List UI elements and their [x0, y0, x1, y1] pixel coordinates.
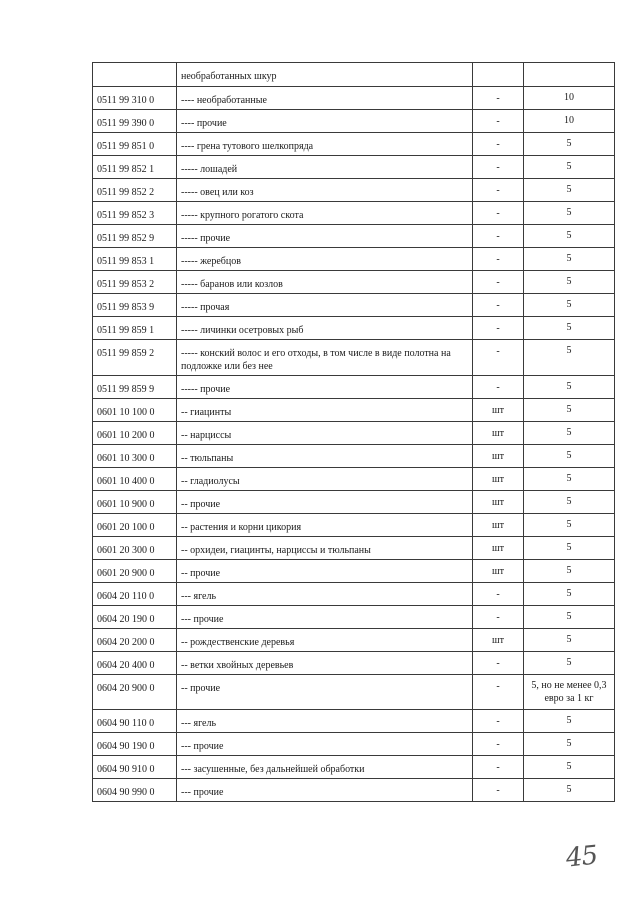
code-cell [93, 63, 177, 87]
description-cell: --- ягель [177, 583, 473, 606]
description-cell: ----- овец или коз [177, 179, 473, 202]
table-row [93, 491, 615, 514]
rate-cell: 5 [524, 399, 615, 422]
unit-cell: шт [473, 629, 524, 652]
code-cell: 0601 20 900 0 [93, 560, 177, 583]
table-row [93, 422, 615, 445]
unit-cell: - [473, 376, 524, 399]
rate-cell: 5 [524, 629, 615, 652]
unit-cell: - [473, 110, 524, 133]
rate-cell: 5 [524, 445, 615, 468]
rate-cell: 5 [524, 710, 615, 733]
table-row [93, 63, 615, 87]
table-row [93, 468, 615, 491]
unit-cell: шт [473, 560, 524, 583]
unit-cell: - [473, 87, 524, 110]
description-cell: -- гладиолусы [177, 468, 473, 491]
code-cell: 0604 20 900 0 [93, 675, 177, 710]
code-cell: 0604 90 990 0 [93, 779, 177, 802]
code-cell: 0511 99 852 9 [93, 225, 177, 248]
handwritten-page-number: 45 [564, 840, 599, 874]
rate-cell: 5 [524, 340, 615, 376]
rate-cell: 5 [524, 133, 615, 156]
unit-cell: - [473, 340, 524, 376]
rate-cell: 5 [524, 376, 615, 399]
description-cell: ---- прочие [177, 110, 473, 133]
code-cell: 0511 99 390 0 [93, 110, 177, 133]
code-cell: 0511 99 859 9 [93, 376, 177, 399]
rate-cell: 5, но не менее 0,3 евро за 1 кг [524, 675, 615, 710]
unit-cell: - [473, 294, 524, 317]
table-row [93, 179, 615, 202]
description-cell: необработанных шкур [177, 63, 473, 87]
rate-cell: 5 [524, 779, 615, 802]
rate-cell [524, 63, 615, 87]
table-row [93, 271, 615, 294]
code-cell: 0511 99 852 1 [93, 156, 177, 179]
description-cell: --- ягель [177, 710, 473, 733]
description-cell: -- рождественские деревья [177, 629, 473, 652]
description-cell: ----- прочая [177, 294, 473, 317]
rate-cell: 5 [524, 583, 615, 606]
rate-cell: 10 [524, 87, 615, 110]
description-cell: -- нарциссы [177, 422, 473, 445]
unit-cell: шт [473, 514, 524, 537]
table-row [93, 710, 615, 733]
table-row [93, 133, 615, 156]
rate-cell: 5 [524, 202, 615, 225]
table-row [93, 110, 615, 133]
table-row [93, 560, 615, 583]
table-row [93, 294, 615, 317]
unit-cell: - [473, 156, 524, 179]
description-cell: ----- прочие [177, 225, 473, 248]
table-row [93, 675, 615, 710]
code-cell: 0604 90 910 0 [93, 756, 177, 779]
unit-cell: шт [473, 445, 524, 468]
table-row [93, 202, 615, 225]
rate-cell: 5 [524, 179, 615, 202]
table-row [93, 87, 615, 110]
code-cell: 0601 10 400 0 [93, 468, 177, 491]
code-cell: 0604 20 400 0 [93, 652, 177, 675]
description-cell: -- ветки хвойных деревьев [177, 652, 473, 675]
table-row [93, 514, 615, 537]
code-cell: 0604 90 110 0 [93, 710, 177, 733]
description-cell: -- тюльпаны [177, 445, 473, 468]
unit-cell: - [473, 179, 524, 202]
description-cell: -- прочие [177, 675, 473, 710]
rate-cell: 5 [524, 514, 615, 537]
code-cell: 0511 99 851 0 [93, 133, 177, 156]
rate-cell: 5 [524, 606, 615, 629]
code-cell: 0601 20 100 0 [93, 514, 177, 537]
code-cell: 0511 99 853 1 [93, 248, 177, 271]
unit-cell: - [473, 202, 524, 225]
unit-cell: - [473, 756, 524, 779]
table-row [93, 156, 615, 179]
unit-cell: - [473, 225, 524, 248]
rate-cell: 5 [524, 537, 615, 560]
description-cell: -- орхидеи, гиацинты, нарциссы и тюльпаны [177, 537, 473, 560]
code-cell: 0511 99 852 2 [93, 179, 177, 202]
unit-cell: - [473, 271, 524, 294]
table-row [93, 537, 615, 560]
table-row [93, 225, 615, 248]
description-cell: --- прочие [177, 733, 473, 756]
code-cell: 0511 99 852 3 [93, 202, 177, 225]
tariff-table [92, 62, 615, 802]
unit-cell: - [473, 317, 524, 340]
description-cell: ----- прочие [177, 376, 473, 399]
table-row [93, 445, 615, 468]
unit-cell: - [473, 710, 524, 733]
code-cell: 0601 20 300 0 [93, 537, 177, 560]
unit-cell: - [473, 733, 524, 756]
rate-cell: 5 [524, 271, 615, 294]
unit-cell: - [473, 606, 524, 629]
rate-cell: 5 [524, 225, 615, 248]
rate-cell: 5 [524, 652, 615, 675]
description-cell: --- прочие [177, 606, 473, 629]
tariff-table-body [93, 63, 615, 802]
rate-cell: 5 [524, 756, 615, 779]
code-cell: 0601 10 300 0 [93, 445, 177, 468]
table-row [93, 317, 615, 340]
code-cell: 0604 20 190 0 [93, 606, 177, 629]
table-row [93, 583, 615, 606]
description-cell: -- растения и корни цикория [177, 514, 473, 537]
rate-cell: 5 [524, 560, 615, 583]
description-cell: ----- лошадей [177, 156, 473, 179]
unit-cell: - [473, 675, 524, 710]
description-cell: ---- необработанные [177, 87, 473, 110]
code-cell: 0601 10 900 0 [93, 491, 177, 514]
description-cell: ----- крупного рогатого скота [177, 202, 473, 225]
rate-cell: 5 [524, 317, 615, 340]
rate-cell: 5 [524, 468, 615, 491]
unit-cell: шт [473, 491, 524, 514]
table-row [93, 606, 615, 629]
description-cell: -- гиацинты [177, 399, 473, 422]
code-cell: 0604 20 110 0 [93, 583, 177, 606]
unit-cell: шт [473, 422, 524, 445]
code-cell: 0511 99 859 1 [93, 317, 177, 340]
table-row [93, 399, 615, 422]
description-cell: --- прочие [177, 779, 473, 802]
unit-cell: - [473, 248, 524, 271]
description-cell: --- засушенные, без дальнейшей обработки [177, 756, 473, 779]
rate-cell: 5 [524, 422, 615, 445]
unit-cell: - [473, 133, 524, 156]
description-cell: ----- личинки осетровых рыб [177, 317, 473, 340]
rate-cell: 5 [524, 294, 615, 317]
unit-cell: - [473, 652, 524, 675]
rate-cell: 5 [524, 156, 615, 179]
code-cell: 0511 99 853 9 [93, 294, 177, 317]
rate-cell: 5 [524, 733, 615, 756]
description-cell: ----- жеребцов [177, 248, 473, 271]
code-cell: 0511 99 859 2 [93, 340, 177, 376]
unit-cell [473, 63, 524, 87]
code-cell: 0511 99 310 0 [93, 87, 177, 110]
unit-cell: шт [473, 399, 524, 422]
rate-cell: 5 [524, 491, 615, 514]
unit-cell: - [473, 583, 524, 606]
description-cell: ----- баранов или козлов [177, 271, 473, 294]
description-cell: ---- грена тутового шелкопряда [177, 133, 473, 156]
table-row [93, 779, 615, 802]
table-row [93, 629, 615, 652]
unit-cell: шт [473, 537, 524, 560]
description-cell: -- прочие [177, 491, 473, 514]
rate-cell: 10 [524, 110, 615, 133]
table-row [93, 652, 615, 675]
code-cell: 0511 99 853 2 [93, 271, 177, 294]
table-row [93, 248, 615, 271]
description-cell: -- прочие [177, 560, 473, 583]
code-cell: 0601 10 100 0 [93, 399, 177, 422]
table-row [93, 340, 615, 376]
unit-cell: шт [473, 468, 524, 491]
table-row [93, 733, 615, 756]
table-row [93, 756, 615, 779]
table-row [93, 376, 615, 399]
code-cell: 0601 10 200 0 [93, 422, 177, 445]
unit-cell: - [473, 779, 524, 802]
code-cell: 0604 90 190 0 [93, 733, 177, 756]
description-cell: ----- конский волос и его отходы, в том числе в виде полотна на подложке или без нее [177, 340, 473, 376]
rate-cell: 5 [524, 248, 615, 271]
code-cell: 0604 20 200 0 [93, 629, 177, 652]
